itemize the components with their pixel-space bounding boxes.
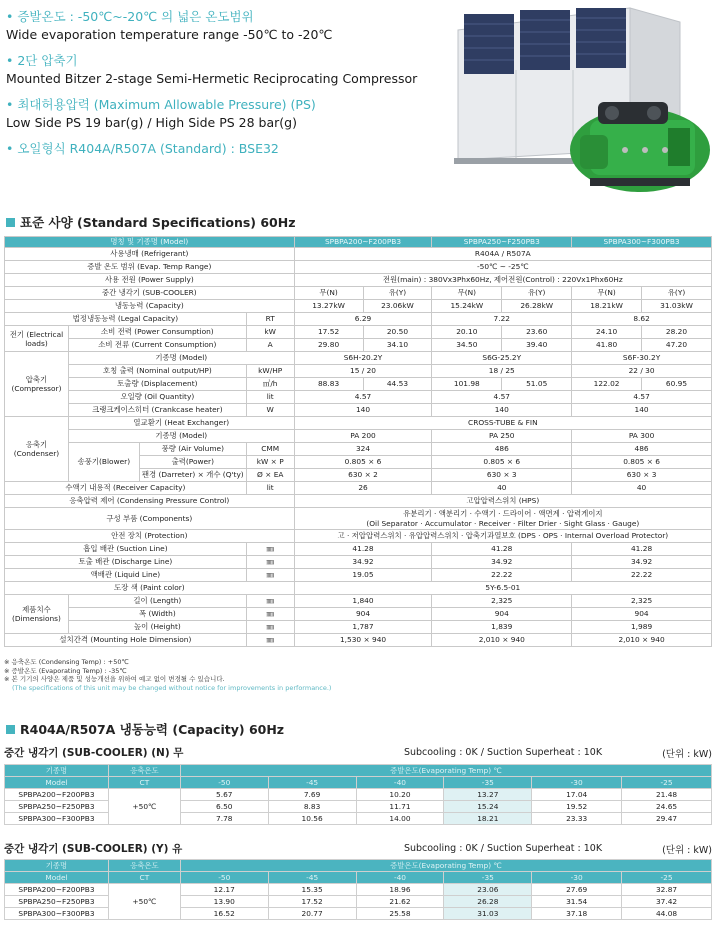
spec-header-row [5, 237, 712, 248]
cell: 20.50 [363, 326, 432, 339]
capacity-table-n [4, 764, 712, 825]
unit-cell: ㎜ [246, 608, 294, 621]
row-label: 풍량 (Air Volume) [139, 443, 246, 456]
table-row [5, 417, 712, 430]
cell: 21.48 [622, 789, 712, 801]
cell: 37.42 [622, 896, 712, 908]
header-cell: 응축온도 [108, 765, 180, 777]
table-row [5, 404, 712, 417]
table-row [5, 443, 712, 456]
table-row [5, 391, 712, 404]
header-row [5, 765, 712, 777]
cell: 23.06kW [363, 300, 432, 313]
cell: 10.56 [268, 813, 356, 825]
cell: 0.805 × 6 [294, 456, 432, 469]
cell: 22.22 [432, 569, 572, 582]
cell: 1,839 [432, 621, 572, 634]
cell: 904 [432, 608, 572, 621]
table-row [5, 339, 712, 352]
cell: 고 · 저압압력스위치 · 유압압력스위치 · 압축기과열보호 (DPS · OPS · Internal Overload Protector) [294, 530, 711, 543]
table-row [5, 248, 712, 261]
row-label: 응축압력 제어 (Condensing Pressure Control) [5, 495, 295, 508]
cell: 무(N) [294, 287, 363, 300]
cell: 122.02 [572, 378, 642, 391]
cell: 5Y-6.5-01 [294, 582, 711, 595]
header-cell: CT [108, 777, 180, 789]
row-label: 도장 색 (Paint color) [5, 582, 295, 595]
feature-item [6, 8, 436, 44]
cell: 전원(main) : 380Vx3Phx60Hz, 제어전원(Control) : 220Vx1Phx60Hz [294, 274, 711, 287]
table-row [5, 530, 712, 543]
cell: 31.03kW [642, 300, 712, 313]
row-label: 토출 배관 (Discharge Line) [5, 556, 247, 569]
cell: 0.805 × 6 [572, 456, 712, 469]
row-label: 토출량 (Displacement) [68, 378, 246, 391]
group-label: 송풍기(Blower) [68, 443, 139, 482]
header-cell: -25 [622, 872, 712, 884]
capacity-title-text: R404A/R507A 냉동능력 (Capacity) 60Hz [20, 722, 285, 737]
table-row [5, 378, 712, 391]
cell: 22.22 [572, 569, 712, 582]
subcooler-title: 중간 냉각기 (SUB-COOLER) (Y) 유 [4, 843, 183, 855]
cell: 26.28kW [502, 300, 572, 313]
row-label: 폭 (Width) [68, 608, 246, 621]
notes [4, 658, 331, 692]
cell: 8.62 [572, 313, 712, 326]
cell: 16.52 [180, 908, 268, 920]
cell: 21.62 [356, 896, 444, 908]
row-label: 열교환기 (Heat Exchanger) [68, 417, 294, 430]
cell: S6H-20.2Y [294, 352, 432, 365]
cell: 324 [294, 443, 432, 456]
cell: 904 [572, 608, 712, 621]
cell: 2,010 × 940 [432, 634, 572, 647]
table-row [5, 313, 712, 326]
cell: 18 / 25 [432, 365, 572, 378]
cell: PA 300 [572, 430, 712, 443]
table-row [5, 789, 712, 801]
cell: 630 × 3 [572, 469, 712, 482]
cell: 18.21 [444, 813, 532, 825]
capacity-subheader [4, 841, 712, 856]
unit-cell: kW/HP [246, 365, 294, 378]
table-row [5, 300, 712, 313]
unit-cell: kW × P [246, 456, 294, 469]
cell: 101.98 [432, 378, 502, 391]
cell: 44.53 [363, 378, 432, 391]
row-label: 수액기 내용적 (Receiver Capacity) [5, 482, 247, 495]
cell: 4.57 [572, 391, 712, 404]
condition-text: Subcooling : 0K / Suction Superheat : 10K [403, 747, 603, 758]
cell: 4.57 [294, 391, 432, 404]
header-cell: -25 [622, 777, 712, 789]
group-label: 제품치수 (Dimensions) [5, 595, 69, 634]
table-row [5, 365, 712, 378]
model-cell: SPBPA200~F200PB3 [5, 789, 109, 801]
cell: 24.65 [622, 801, 712, 813]
header-cell: -45 [268, 872, 356, 884]
cell: 40 [432, 482, 572, 495]
group-label: 전기 (Electrical loads) [5, 326, 69, 352]
cell: 34.92 [294, 556, 432, 569]
cell: 7.78 [180, 813, 268, 825]
cell: 7.69 [268, 789, 356, 801]
cell: 41.28 [572, 543, 712, 556]
cell: 25.58 [356, 908, 444, 920]
group-label: 압축기 (Compressor) [5, 352, 69, 417]
cell: 23.33 [532, 813, 622, 825]
unit-cell: ㎜ [246, 595, 294, 608]
cell: 18.96 [356, 884, 444, 896]
cell: 486 [432, 443, 572, 456]
components-en: (Oil Separator · Accumulator · Receiver · Filter Drier · Sight Glass · Gauge) [366, 518, 640, 528]
table-row [5, 352, 712, 365]
cell: 1,530 × 940 [294, 634, 432, 647]
table-row [5, 556, 712, 569]
cell: 19.05 [294, 569, 432, 582]
table-row [5, 569, 712, 582]
row-label: 법정냉동능력 (Legal Capacity) [5, 313, 247, 326]
row-label: 냉동능력 (Capacity) [5, 300, 295, 313]
header-cell: -35 [444, 777, 532, 789]
square-icon [6, 218, 15, 227]
cell: 37.18 [532, 908, 622, 920]
cell: S6G-25.2Y [432, 352, 572, 365]
cell: 17.04 [532, 789, 622, 801]
header-cell: SPBPA250~F250PB3 [432, 237, 572, 248]
header-cell: -40 [356, 777, 444, 789]
cell: 24.10 [572, 326, 642, 339]
table-row [5, 482, 712, 495]
cell: 140 [294, 404, 432, 417]
cell: 26 [294, 482, 432, 495]
header-cell: -30 [532, 872, 622, 884]
row-label: 호칭 출력 (Nominal output/HP) [68, 365, 246, 378]
header-row [5, 777, 712, 789]
feature-list [6, 8, 436, 166]
table-row [5, 634, 712, 647]
cell: 51.05 [502, 378, 572, 391]
ct-cell: +50℃ [108, 789, 180, 825]
spec-section-title [6, 213, 296, 231]
unit-text: (단위 : kW) [662, 844, 712, 856]
cell: 486 [572, 443, 712, 456]
table-row [5, 274, 712, 287]
cell: 11.71 [356, 801, 444, 813]
cell: 2,010 × 940 [572, 634, 712, 647]
header-cell: -50 [180, 777, 268, 789]
cell: 20.77 [268, 908, 356, 920]
unit-cell: ㎥/h [246, 378, 294, 391]
row-label: 기종명 (Model) [68, 430, 294, 443]
model-cell: SPBPA300~F300PB3 [5, 813, 109, 825]
table-row [5, 430, 712, 443]
cell: 유(Y) [502, 287, 572, 300]
cell: 0.805 × 6 [432, 456, 572, 469]
capacity-section-title [6, 720, 284, 738]
cell: S6F-30.2Y [572, 352, 712, 365]
cell: 34.92 [572, 556, 712, 569]
cell: 29.47 [622, 813, 712, 825]
row-label: 소비 전류 (Current Consumption) [68, 339, 246, 352]
note-item: ※ 증발온도 (Evaporating Temp) : -35℃ [4, 666, 127, 675]
model-cell: SPBPA250~F250PB3 [5, 896, 109, 908]
cell: 22 / 30 [572, 365, 712, 378]
header-cell: 기종명 [5, 860, 109, 872]
row-label: 높이 (Height) [68, 621, 246, 634]
cell: 17.52 [268, 896, 356, 908]
cell: 7.22 [432, 313, 572, 326]
product-image [440, 0, 716, 205]
feature-text: Wide evaporation temperature range -50℃ to -20℃ [6, 27, 333, 42]
condition-text: Subcooling : 0K / Suction Superheat : 10K [403, 843, 603, 854]
cell: 17.52 [294, 326, 363, 339]
cell: 1,840 [294, 595, 432, 608]
capacity-subheader [4, 745, 712, 760]
header-cell: -30 [532, 777, 622, 789]
feature-title: • 최대허용압력 (Maximum Allowable Pressure) (PS) [6, 97, 316, 112]
cell: 13.27 [444, 789, 532, 801]
feature-item [6, 52, 436, 88]
cell: 무(N) [572, 287, 642, 300]
header-cell: -35 [444, 872, 532, 884]
cell: 23.06 [444, 884, 532, 896]
header-row [5, 860, 712, 872]
unit-cell: ㎜ [246, 543, 294, 556]
cell: 39.40 [502, 339, 572, 352]
unit-text: (단위 : kW) [662, 748, 712, 760]
cell: 5.67 [180, 789, 268, 801]
unit-cell: ㎜ [246, 634, 294, 647]
cell: -50℃ ~ -25℃ [294, 261, 711, 274]
cell: 고압압력스위치 (HPS) [294, 495, 711, 508]
table-row [5, 508, 712, 530]
cell: 15.35 [268, 884, 356, 896]
row-label: 증발 온도 범위 (Evap. Temp Range) [5, 261, 295, 274]
cell: 27.69 [532, 884, 622, 896]
feature-title: • 오일형식 R404A/R507A (Standard) : BSE32 [6, 141, 279, 156]
unit-cell: ㎜ [246, 556, 294, 569]
cell: PA 200 [294, 430, 432, 443]
cell: 34.50 [432, 339, 502, 352]
header-cell: 명칭 및 기종명 (Model) [5, 237, 295, 248]
unit-cell: A [246, 339, 294, 352]
cell: 19.52 [532, 801, 622, 813]
cell: 40 [572, 482, 712, 495]
table-row [5, 884, 712, 896]
header-cell: 증발온도(Evaporating Temp) ℃ [180, 860, 711, 872]
row-label: 사용냉매 (Refrigerant) [5, 248, 295, 261]
cell: 630 × 3 [432, 469, 572, 482]
cell: 15 / 20 [294, 365, 432, 378]
note-item: ※ 본 기기의 사양은 제품 및 성능개선을 위하여 예고 없이 변경될 수 있습니다. [4, 675, 225, 684]
feature-title: • 증발온도 : -50℃~-20℃ 의 넓은 온도범위 [6, 9, 254, 24]
cell: 15.24 [444, 801, 532, 813]
cell: 12.17 [180, 884, 268, 896]
cell: 34.10 [363, 339, 432, 352]
cell: 10.20 [356, 789, 444, 801]
header-cell: -40 [356, 872, 444, 884]
cell: 2,325 [432, 595, 572, 608]
row-label: 안전 장치 (Protection) [5, 530, 295, 543]
cell: 23.60 [502, 326, 572, 339]
cell: PA 250 [432, 430, 572, 443]
table-row [5, 543, 712, 556]
capacity-table-y [4, 859, 712, 920]
cell [294, 508, 711, 530]
cell: 13.90 [180, 896, 268, 908]
unit-cell: kW [246, 326, 294, 339]
spec-title-text: 표준 사양 (Standard Specifications) 60Hz [20, 215, 296, 230]
row-label: 액배관 (Liquid Line) [5, 569, 247, 582]
unit-cell: ㎜ [246, 569, 294, 582]
row-label: 출력(Power) [139, 456, 246, 469]
feature-item [6, 140, 436, 158]
header-cell: -45 [268, 777, 356, 789]
cell: 15.24kW [432, 300, 502, 313]
header-cell: Model [5, 872, 109, 884]
group-label: 응축기 (Condenser) [5, 417, 69, 482]
table-row [5, 495, 712, 508]
cell: 무(N) [432, 287, 502, 300]
cell: 18.21kW [572, 300, 642, 313]
cell: 44.08 [622, 908, 712, 920]
unit-cell: W [246, 404, 294, 417]
model-cell: SPBPA200~F200PB3 [5, 884, 109, 896]
header-cell: 응축온도 [108, 860, 180, 872]
cell: 유(Y) [642, 287, 712, 300]
cell: 2,325 [572, 595, 712, 608]
cell: 630 × 2 [294, 469, 432, 482]
cell: 140 [572, 404, 712, 417]
header-cell: 기종명 [5, 765, 109, 777]
row-label: 기종명 (Model) [68, 352, 294, 365]
table-row [5, 595, 712, 608]
cell: 34.92 [432, 556, 572, 569]
header-cell: CT [108, 872, 180, 884]
header-cell: -50 [180, 872, 268, 884]
cell: 8.83 [268, 801, 356, 813]
row-label: 소비 전력 (Power Consumption) [68, 326, 246, 339]
model-cell: SPBPA300~F300PB3 [5, 908, 109, 920]
cell: 32.87 [622, 884, 712, 896]
table-row [5, 261, 712, 274]
square-icon [6, 725, 15, 734]
unit-cell: RT [246, 313, 294, 326]
row-label: 길이 (Length) [68, 595, 246, 608]
cell: 41.80 [572, 339, 642, 352]
table-row [5, 287, 712, 300]
cell: 29.80 [294, 339, 363, 352]
unit-cell: lit [246, 482, 294, 495]
row-label: 사용 전원 (Power Supply) [5, 274, 295, 287]
subcooler-title: 중간 냉각기 (SUB-COOLER) (N) 무 [4, 747, 184, 759]
feature-text: Low Side PS 19 bar(g) / High Side PS 28 bar(g) [6, 115, 297, 130]
feature-title: • 2단 압축기 [6, 53, 78, 68]
components-ko: 유분리기 · 액분리기 · 수액기 · 드라이어 · 액면계 · 압력게이지 [403, 509, 603, 518]
cell: 26.28 [444, 896, 532, 908]
header-cell: SPBPA300~F300PB3 [572, 237, 712, 248]
table-row [5, 608, 712, 621]
header-cell: SPBPA200~F200PB3 [294, 237, 432, 248]
cell: 1,787 [294, 621, 432, 634]
table-row [5, 621, 712, 634]
cell: 41.28 [294, 543, 432, 556]
cell: 4.57 [432, 391, 572, 404]
cell: 6.29 [294, 313, 432, 326]
cell: R404A / R507A [294, 248, 711, 261]
table-row [5, 582, 712, 595]
cell: 41.28 [432, 543, 572, 556]
row-label: 팬경 (Darreter) × 개수 (Q'ty) [139, 469, 246, 482]
cell: 28.20 [642, 326, 712, 339]
feature-item [6, 96, 436, 132]
note-item: ※ 응축온도 (Condensing Temp) : +50℃ [4, 658, 129, 666]
unit-cell: CMM [246, 443, 294, 456]
cell: 유(Y) [363, 287, 432, 300]
cell: 60.95 [642, 378, 712, 391]
cell: 14.00 [356, 813, 444, 825]
cell: 31.54 [532, 896, 622, 908]
row-label: 설치간격 (Mounting Hole Dimension) [5, 634, 247, 647]
ct-cell: +50℃ [108, 884, 180, 920]
row-label: 오일량 (Oil Quantity) [68, 391, 246, 404]
row-label: 구성 부품 (Components) [5, 508, 295, 530]
cell: 88.83 [294, 378, 363, 391]
spec-table [4, 236, 712, 647]
header-cell: 증발온도(Evaporating Temp) ℃ [180, 765, 711, 777]
cell: 47.20 [642, 339, 712, 352]
header-row [5, 872, 712, 884]
cell: 904 [294, 608, 432, 621]
row-label: 흡입 배관 (Suction Line) [5, 543, 247, 556]
cell: 1,989 [572, 621, 712, 634]
table-row [5, 326, 712, 339]
cell: 140 [432, 404, 572, 417]
unit-cell: lit [246, 391, 294, 404]
cell: CROSS-TUBE & FIN [294, 417, 711, 430]
feature-text: Mounted Bitzer 2-stage Semi-Hermetic Reciprocating Compressor [6, 71, 418, 86]
cell: 20.10 [432, 326, 502, 339]
note-item: (The specifications of this unit may be changed without notice for improvements in performance.) [12, 683, 332, 692]
model-cell: SPBPA250~F250PB3 [5, 801, 109, 813]
row-label: 크랭크케이스히터 (Crankcase heater) [68, 404, 246, 417]
unit-cell: ㎜ [246, 621, 294, 634]
cell: 6.50 [180, 801, 268, 813]
cell: 31.03 [444, 908, 532, 920]
unit-cell: Ø × EA [246, 469, 294, 482]
cell: 13.27kW [294, 300, 363, 313]
header-cell: Model [5, 777, 109, 789]
row-label: 중간 냉각기 (SUB-COOLER) [5, 287, 295, 300]
